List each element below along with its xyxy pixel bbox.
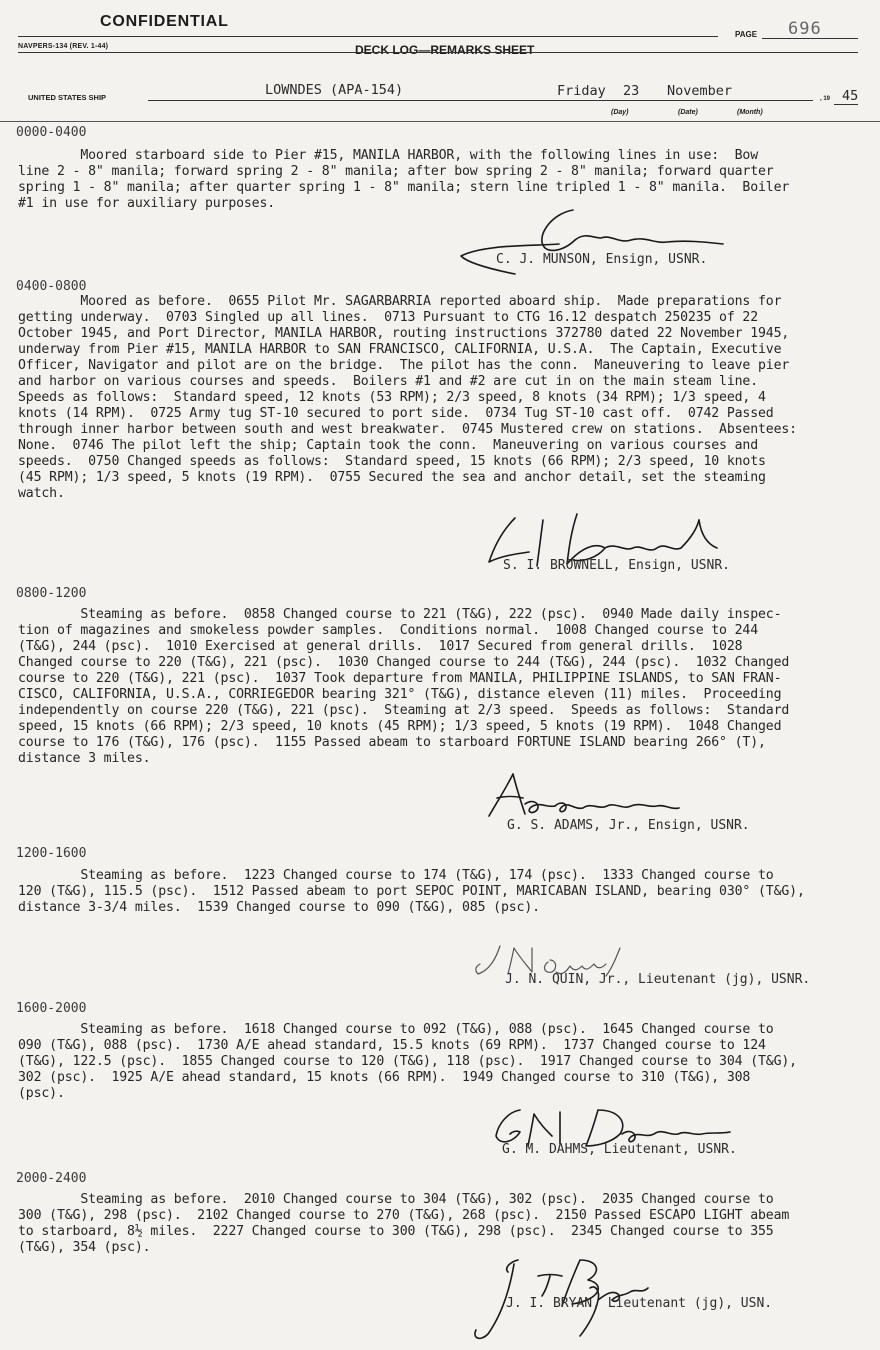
signer-0800-1200: G. S. ADAMS, Jr., Ensign, USNR.: [507, 818, 750, 833]
watch-entry-1600-2000: Steaming as before. 1618 Changed course to 092 (T&G), 088 (psc). 1645 Changed course to 090 (T&G), 088 (psc). 1730 A/E ahead standard, 15.5 knots (69 RPM). 1737 Changed course to 124 (T&G), 122.5 (psc). 1855 Changed course to 120 (T&G), 118 (psc). 1917 Changed course to 304 (T&G), 302 (psc). 1925 A/E ahead standard, 15 knots (66 RPM). 1949 Changed course to 310 (T&G), 308 (psc).: [18, 1022, 797, 1101]
watch-entry-0000-0400: Moored starboard side to Pier #15, MANILA HARBOR, with the following lines in use: Bow line 2 - 8" manila; forward spring 2 - 8" manila; after bow spring 2 - 8" manila; forward quarter spring 1 - 8" manila; after quarter spring 1 - 8" manila; stern line tripled 1 - 8" manila. Boiler #1 in use for auxiliary purposes.: [18, 148, 790, 211]
header-rule: [18, 36, 718, 37]
sheet-title: DECK LOG—REMARKS SHEET: [355, 43, 535, 57]
log-year: 45: [842, 88, 859, 104]
ship-label: UNITED STATES SHIP: [28, 93, 107, 102]
watch-time-2000-2400: 2000-2400: [16, 1171, 87, 1186]
signer-0000-0400: C. J. MUNSON, Ensign, USNR.: [496, 252, 708, 267]
page-number: 696: [788, 19, 822, 39]
watch-entry-1200-1600: Steaming as before. 1223 Changed course to 174 (T&G), 174 (psc). 1333 Changed course to 120 (T&G), 115.5 (psc). 1512 Passed abeam to port SEPOC POINT, MARICABAN ISLAND, bearing 030° (T&G), distance 3-3/4 miles. 1539 Changed course to 090 (T&G), 085 (psc).: [18, 868, 805, 915]
ship-name: LOWNDES (APA-154): [265, 82, 404, 98]
watch-time-0000-0400: 0000-0400: [16, 125, 87, 140]
day-caption: (Day): [611, 109, 629, 116]
page-number-rule: [762, 38, 858, 39]
page-label: PAGE: [735, 30, 758, 39]
classification-label: CONFIDENTIAL: [100, 13, 229, 30]
month-caption: (Month): [737, 109, 763, 116]
signer-2000-2400: J. I. BRYAN, Lieutenant (jg), USN.: [506, 1296, 773, 1311]
watch-entry-0400-0800: Moored as before. 0655 Pilot Mr. SAGARBARRIA reported aboard ship. Made preparations for getting underway. 0703 Singled up all lines. 0713 Pursuant to CTG 16.12 despatch 250235 of 22 October 1945, and Port Director, MANILA HARBOR, routing instructions 372780 dated 22 November 1945, underway from Pier #15, MANILA HARBOR to SAN FRANCISCO, CALIFORNIA, U.S.A. The Captain, Executive Officer, Navigator and pilot are on the bridge. The pilot has the conn. Maneuvering to leave pier and harbor on various courses and speeds. Boilers #1 and #2 are cut in on the main steam line. Speeds as follows: Standard speed, 12 knots (53 RPM); 2/3 speed, 8 knots (34 RPM); 1/3 speed, 4 knots (14 RPM). 0725 Army tug ST-10 secured to port side. 0734 Tug ST-10 cast off. 0742 Passed through inner harbor between south and west breakwater. 0745 Mustered crew on stations. Absentees: None. 0746 The pilot left the ship; Captain took the conn. Maneuvering on various courses and speeds. 0750 Changed speeds as follows: Standard speed, 15 knots (66 RPM); 2/3 speed, 10 knots (45 RPM); 1/3 speed, 5 knots (19 RPM). 0755 Secured the sea and anchor detail, set the steaming watch.: [18, 294, 797, 501]
signer-0400-0800: S. I. BROWNELL, Ensign, USNR.: [503, 558, 730, 573]
header-bottom-rule: [0, 121, 880, 122]
date-caption: (Date): [678, 109, 698, 116]
log-day: Friday: [557, 83, 606, 99]
watch-time-0400-0800: 0400-0800: [16, 279, 87, 294]
ship-rule: [148, 100, 813, 101]
watch-entry-0800-1200: Steaming as before. 0858 Changed course to 221 (T&G), 222 (psc). 0940 Made daily inspec- tion of magazines and smokeless powder samples. Conditions normal. 1008 Changed course to 244 (T&G), 244 (psc). 1010 Exercised at general drills. 1017 Secured from general drills. 1028 Changed course to 220 (T&G), 221 (psc). 1030 Changed course to 244 (T&G), 244 (psc). 1032 Changed course to 220 (T&G), 221 (psc). 1037 Took departure from MANILA, PHILIPPINE ISLANDS, to SAN FRAN- CISCO, CALIFORNIA, U.S.A., CORRIEGEDOR bearing 321° (T&G), distance eleven (11) miles. Proceeding independently on course 220 (T&G), 221 (psc). Steaming at 2/3 speed. Speeds as follows: Standard speed, 15 knots (66 RPM); 2/3 speed, 10 knots (45 RPM); 1/3 speed, 5 knots (19 RPM). 1048 Changed course to 176 (T&G), 176 (psc). 1155 Passed abeam to starboard FORTUNE ISLAND bearing 266° (T), distance 3 miles.: [18, 607, 790, 766]
watch-time-1200-1600: 1200-1600: [16, 846, 87, 861]
form-number: NAVPERS-134 (REV. 1-44): [18, 43, 109, 50]
signature-adams: [485, 768, 695, 822]
watch-time-1600-2000: 1600-2000: [16, 1001, 87, 1016]
log-month: November: [667, 83, 733, 99]
watch-time-0800-1200: 0800-1200: [16, 586, 87, 601]
title-rule: [18, 52, 858, 53]
log-date: 23: [623, 83, 640, 99]
year-prefix: , 19: [820, 96, 831, 102]
year-rule: [834, 104, 858, 105]
watch-entry-2000-2400: Steaming as before. 2010 Changed course to 304 (T&G), 302 (psc). 2035 Changed course to 300 (T&G), 298 (psc). 2102 Changed course to 270 (T&G), 268 (psc). 2150 Passed ESCAPO LIGHT abeam to starboard, 8½ miles. 2227 Changed course to 300 (T&G), 298 (psc). 2345 Changed course to 355 (T&G), 354 (psc).: [18, 1192, 790, 1255]
signer-1200-1600: J. N. QUIN, Jr., Lieutenant (jg), USNR.: [505, 972, 811, 987]
signer-1600-2000: G. M. DAHMS, Lieutenant, USNR.: [502, 1142, 737, 1157]
